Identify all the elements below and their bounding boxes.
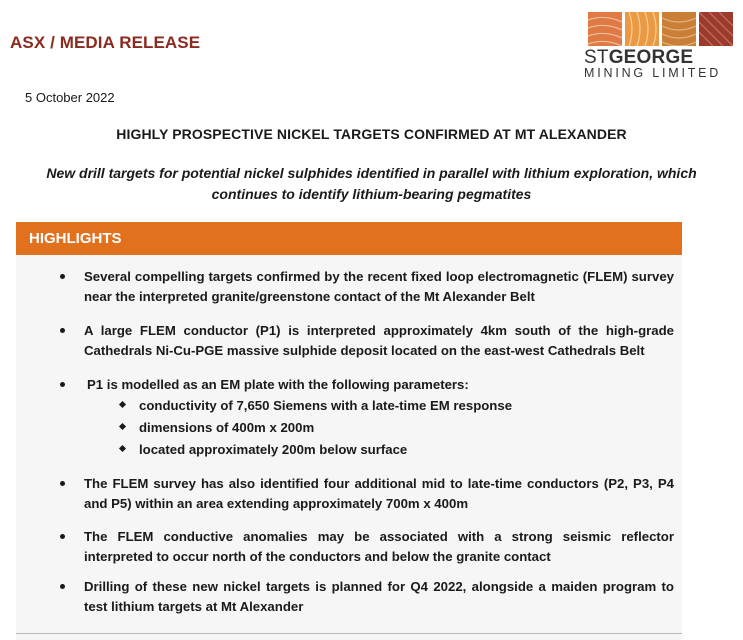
bullet-dot-icon [60, 584, 65, 589]
diamond-bullet-icon [119, 401, 126, 408]
highlight-text: The FLEM conductive anomalies may be associated with a strong seismic reflector interpreted to occur north of the conductors and below the granite contact [84, 529, 674, 564]
document-title: HIGHLY PROSPECTIVE NICKEL TARGETS CONFIRMED AT MT ALEXANDER [116, 126, 627, 142]
bullet-dot-icon [60, 534, 65, 539]
bullet-dot-icon [60, 481, 65, 486]
highlights-heading: HIGHLIGHTS [16, 222, 682, 255]
sub-bullet-text: dimensions of 400m x 200m [139, 420, 315, 435]
release-date: 5 October 2022 [25, 90, 115, 105]
logo-subline: MINING LIMITED [584, 66, 722, 80]
highlight-bullet [16, 375, 682, 395]
highlight-bullet [16, 267, 682, 307]
logo-tile-3 [662, 12, 696, 46]
bullet-dot-icon [60, 382, 65, 387]
diamond-bullet-icon [119, 445, 126, 452]
logo-tile-1 [588, 12, 622, 46]
highlight-text: P1 is modelled as an EM plate with the following parameters: [87, 377, 469, 392]
bullet-dot-icon [60, 328, 65, 333]
highlight-bullet [16, 527, 682, 567]
logo-name-george: GEORGE [608, 47, 694, 68]
highlight-text: Drilling of these new nickel targets is planned for Q4 2022, alongside a maiden program to test lithium targets at Mt Alexander [84, 579, 674, 614]
bullet-dot-icon [60, 274, 65, 279]
sub-bullet [16, 418, 682, 438]
sub-bullet [16, 396, 682, 416]
sub-bullet [16, 440, 682, 460]
highlight-text: Several compelling targets confirmed by the recent fixed loop electromagnetic (FLEM) survey near the interpreted granite/greenstone contact of the Mt Alexander Belt [84, 269, 674, 304]
logo-tile-2 [625, 12, 659, 46]
highlights-panel [16, 222, 682, 640]
sub-bullet-text: located approximately 200m below surface [139, 442, 408, 457]
highlight-text: A large FLEM conductor (P1) is interpreted approximately 4km south of the high-grade Cathedrals Ni-Cu-PGE massive sulphide deposit located on the east-west Cathedrals Belt [84, 323, 674, 358]
logo-name-st: ST [584, 47, 609, 68]
highlight-text: The FLEM survey has also identified four additional mid to late-time conductors (P2, P3, P4 and P5) within an area extending approximately 700m x 400m [84, 476, 674, 511]
highlight-bullet [16, 321, 682, 361]
media-release-label: ASX / MEDIA RELEASE [10, 33, 201, 52]
highlight-bullet [16, 474, 682, 514]
diamond-bullet-icon [119, 423, 126, 430]
highlight-bullet [16, 577, 682, 617]
logo-tile-4 [699, 12, 733, 46]
document-subtitle: New drill targets for potential nickel sulphides identified in parallel with lithium exploration, which continues to identify lithium-bearing pegmatites [46, 165, 697, 202]
sub-bullet-text: conductivity of 7,650 Siemens with a late-time EM response [139, 398, 513, 413]
logo-tiles [588, 12, 736, 46]
company-logo [584, 12, 736, 80]
bottom-divider [16, 633, 682, 634]
